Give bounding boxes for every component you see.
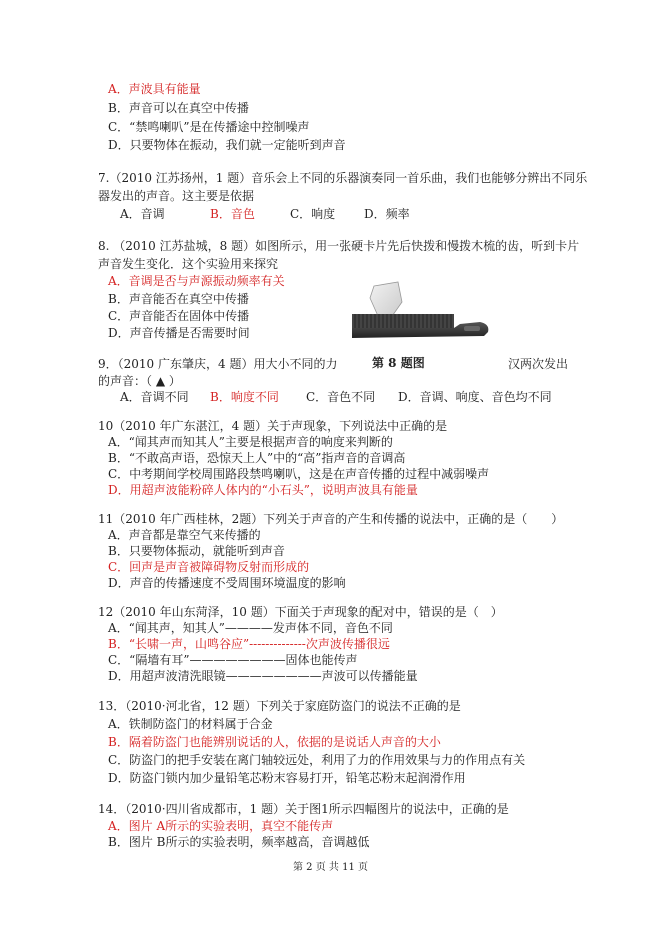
q13-option-a: A．铁制防盗门的材料属于合金 bbox=[108, 717, 273, 731]
q10-option-a: A．“闻其声而知其人”主要是根据声音的响度来判断的 bbox=[108, 435, 393, 449]
q11-option-b: B．只要物体振动，就能听到声音 bbox=[108, 544, 285, 558]
q9-stem-line1a: 9．（2010 广东肇庆，4 题）用大小不同的力 bbox=[98, 357, 338, 371]
q7-option-b: B．音色 bbox=[210, 207, 255, 221]
q10-option-b: B．“不敢高声语，恐惊天上人”中的“高”指声音的音调高 bbox=[108, 451, 406, 465]
q8-option-a: A．音调是否与声源振动频率有关 bbox=[108, 274, 285, 288]
q11-stem: 11（2010 年广西桂林，2题）下列关于声音的产生和传播的说法中，正确的是（ ） bbox=[98, 512, 564, 526]
q7-option-d: D．频率 bbox=[364, 207, 410, 221]
q7-stem-line2: 器发出的声音。这主要是依据 bbox=[98, 189, 255, 203]
q7-option-c: C．响度 bbox=[290, 207, 336, 221]
q6-option-d: D．只要物体在振动，我们就一定能听到声音 bbox=[108, 138, 346, 152]
q6-option-c: C．“禁鸣喇叭”是在传播途中控制噪声 bbox=[108, 120, 310, 134]
q8-stem-line2: 声音发生变化．这个实验用来探究 bbox=[98, 257, 279, 271]
q6-option-a: A．声波具有能量 bbox=[108, 82, 201, 96]
q12-option-d: D．用超声波清洗眼镜————————声波可以传播能量 bbox=[108, 669, 418, 683]
q9-option-a: A．音调不同 bbox=[120, 390, 189, 404]
q9-stem-line1b: 汉两次发出 bbox=[508, 357, 569, 371]
q11-option-a: A．声音都是靠空气来传播的 bbox=[108, 528, 261, 542]
q13-option-b: B．隔着防盗门也能辨别说话的人，依据的是说话人声音的大小 bbox=[108, 735, 441, 749]
q9-option-d: D．音调、响度、音色均不同 bbox=[398, 390, 552, 404]
q13-option-d: D．防盗门锁内加少量铅笔芯粉末容易打开，铅笔芯粉末起润滑作用 bbox=[108, 771, 466, 785]
q14-stem: 14．（2010·四川省成都市，1 题）关于图1所示四幅图片的说法中，正确的是 bbox=[98, 802, 509, 816]
q7-stem-line1: 7.（2010 江苏扬州，1 题）音乐会上不同的乐器演奏同一首乐曲，我们也能够分辨出不同乐 bbox=[98, 171, 588, 185]
q8-option-b: B．声音能否在真空中传播 bbox=[108, 292, 249, 306]
q7-option-a: A．音调 bbox=[120, 207, 165, 221]
figure-caption: 第 8 题图 bbox=[372, 356, 425, 370]
q10-stem: 10（2010 年广东湛江，4 题）关于声现象，下列说法中正确的是 bbox=[98, 419, 448, 433]
q8-stem-line1: 8. （2010 江苏盐城，8 题）如图所示，用一张硬卡片先后快拨和慢拨木梳的齿，听到卡片 bbox=[98, 239, 580, 253]
q10-option-d: D．用超声波能粉碎人体内的“小石头”，说明声波具有能量 bbox=[108, 483, 418, 497]
q9-option-c: C．音色不同 bbox=[306, 390, 376, 404]
q8-option-d: D．声音传播是否需要时间 bbox=[108, 326, 250, 340]
q11-option-c: C．回声是声音被障碍物反射而形成的 bbox=[108, 560, 310, 574]
q9-stem-line2: 的声音：（ ▲ ） bbox=[98, 374, 181, 388]
q8-option-c: C．声音能否在固体中传播 bbox=[108, 309, 250, 323]
q11-option-d: D．声音的传播速度不受周围环境温度的影响 bbox=[108, 576, 346, 590]
q12-option-c: C．“隔墙有耳”————————固体也能传声 bbox=[108, 653, 358, 667]
q12-option-a: A．“闻其声，知其人”————发声体不同，音色不同 bbox=[108, 621, 393, 635]
q10-option-c: C．中考期间学校周围路段禁鸣喇叭，这是在声音传播的过程中减弱噪声 bbox=[108, 467, 490, 481]
q12-option-b: B．“长啸一声，山鸣谷应”--------------次声波传播很远 bbox=[108, 637, 390, 651]
q12-stem: 12（2010 年山东菏泽，10 题）下面关于声现象的配对中，错误的是（ ） bbox=[98, 605, 503, 619]
q9-option-b: B．响度不同 bbox=[210, 390, 279, 404]
q14-option-a: A．图片 A所示的实验表明，真空不能传声 bbox=[108, 819, 334, 833]
q13-stem: 13．（2010·河北省，12 题）下列关于家庭防盗门的说法不正确的是 bbox=[98, 699, 461, 713]
q13-option-c: C．防盗门的把手安装在离门轴较远处，利用了力的作用效果与力的作用点有关 bbox=[108, 753, 526, 767]
q6-option-b: B．声音可以在真空中传播 bbox=[108, 101, 249, 115]
page-number: 第 2 页 共 11 页 bbox=[293, 862, 368, 873]
q14-option-b: B．图片 B所示的实验表明，频率越高，音调越低 bbox=[108, 835, 370, 849]
